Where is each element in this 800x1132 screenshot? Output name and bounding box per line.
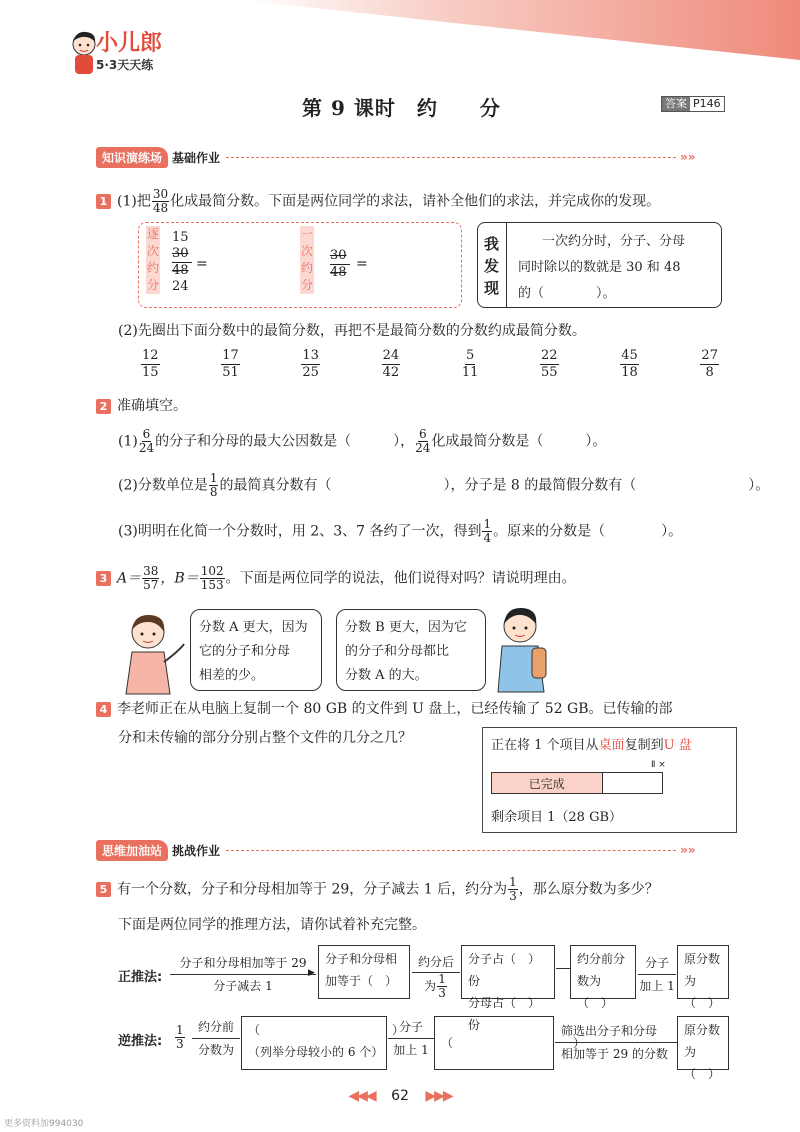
q2-title: 2 准确填空。 <box>96 395 187 415</box>
finding-label: 我 发 现 <box>484 235 500 297</box>
reverse-box-4: 原分数 为（ ） <box>677 1016 729 1070</box>
answer-ref <box>661 96 725 112</box>
section-challenge-tag: 思维加油站 <box>96 840 168 861</box>
forward-box-3: 约分前分 数为（ ） <box>570 945 636 999</box>
copy-status: 正在将 1 个项目从桌面复制到U 盘 <box>491 738 692 753</box>
reverse-label: 逆推法: <box>118 1034 163 1049</box>
copy-dialog <box>482 727 737 833</box>
method-a-equals: = <box>196 256 208 272</box>
section-challenge <box>96 840 696 860</box>
q1-prompt: 1 (1)把 $\frac{30}{48}$ 化成最简分数。下面是两位同学的求法，请补全他们的求法，并完成你的发现。 <box>96 188 660 215</box>
q5-instruction: 下面是两位同学的推理方法，请你试着补充完整。 <box>118 917 426 933</box>
q1-part2: (2)先圈出下面分数中的最简分数，再把不是最简分数的分数约成最简分数。 <box>118 323 586 339</box>
fraction-item: $\frac{22}{55}$ <box>541 348 558 380</box>
q4-number: 4 <box>96 702 111 717</box>
q5-number: 5 <box>96 882 111 897</box>
section-divider <box>226 850 676 851</box>
method-b-equals: = <box>356 256 368 272</box>
header-decoration <box>240 0 800 60</box>
finding-box <box>477 222 722 308</box>
fraction-item: $\frac{24}{42}$ <box>382 348 400 380</box>
progress-fill: 已完成 <box>492 773 603 793</box>
fraction: $\frac{30}{48}$ <box>152 187 169 215</box>
arrow-head-icon: ▶ <box>308 968 315 978</box>
forward-arrow-2: 约分后 为 $\frac{1}{3}$ <box>412 952 460 1000</box>
progress-bar <box>491 772 663 794</box>
q2-number: 2 <box>96 399 111 414</box>
forward-box-2: 分子占（ ）份 分母占（ ）份 <box>461 945 555 999</box>
fraction-item: $\frac{5}{11}$ <box>461 348 479 380</box>
forward-box-1: 分子和分母相 加等于（ ） <box>318 945 410 999</box>
q4-line1: 4 李老师正在从电脑上复制一个 80 GB 的文件到 U 盘上，已经传输了 52 GB。已传输的部 <box>96 698 673 718</box>
forward-box-4: 原分数 为（ ） <box>677 945 729 999</box>
double-chevron-icon: »» <box>680 150 696 164</box>
q2-part2: (2)分数单位是 $\frac{1}{8}$ 的最简真分数有（ ），分子是 8 的最简假分数有（ ）。 <box>118 471 770 499</box>
reverse-box-1: （ ） （列举分母较小的 6 个） <box>241 1016 387 1070</box>
method-b-work: 30 48 <box>330 248 350 281</box>
q1-number: 1 <box>96 194 111 209</box>
fraction-list <box>140 348 720 381</box>
remaining-items: 剩余项目 1（28 GB） <box>491 810 623 825</box>
q5-prompt: 5 有一个分数，分子和分母相加等于 29，分子减去 1 后，约分为 $\frac{1}{3}$ ，那么原分数为多少？ <box>96 876 659 903</box>
lesson-title: 第 9 课时 约 分 <box>302 96 501 120</box>
section-divider <box>226 157 676 158</box>
method-b-label: 一 次 约 分 <box>301 227 314 292</box>
boy-speech-bubble: 分数 B 更大，因为它 的分子和分母都比 分数 A 的大。 <box>336 609 486 691</box>
q4-line2: 分和未传输的部分分别占整个文件的几分之几？ <box>118 730 412 746</box>
left-arrows-icon: ◀◀◀ <box>348 1088 375 1104</box>
section-basic-sub: 基础作业 <box>172 150 221 165</box>
watermark: 更多资料加994030 <box>4 1119 84 1129</box>
double-chevron-icon: »» <box>680 843 696 857</box>
fraction-item: $\frac{45}{18}$ <box>621 348 638 380</box>
reverse-arrow-2: 分子 加上 1 <box>388 1016 434 1061</box>
q3-prompt: 3 A＝ $\frac{38}{57}$ ，B＝ $\frac{102}{153}$ 。下面是两位同学的说法，他们说得对吗？请说明理由。 <box>96 565 576 592</box>
q2-part1: (1) $\frac{6}{24}$ 的分子和分母的最大公因数是（ ）， $\frac{6}{24}$ 化成最简分数是（ ）。 <box>118 427 607 455</box>
forward-arrow-3: 分子 加上 1 <box>638 952 676 997</box>
fraction-item: $\frac{13}{25}$ <box>302 348 319 380</box>
answer-label: 答案 <box>662 97 690 111</box>
answer-page: P146 <box>693 97 721 110</box>
q3-number: 3 <box>96 571 111 586</box>
connector <box>556 968 570 969</box>
girl-speech-bubble: 分数 A 更大，因为 它的分子和分母 相差的少。 <box>190 609 322 691</box>
reverse-box-2: （ ） <box>434 1016 554 1070</box>
page-number: 62 <box>391 1088 409 1104</box>
q2-part3: (3)明明在化简一个分数时，用 2、3、7 各约了一次，得到 $\frac{1}{4}$ 。原来的分数是（ ）。 <box>118 517 683 545</box>
logo-title: 小儿郎 <box>96 31 163 56</box>
brand-logo <box>96 26 216 82</box>
page-footer <box>0 1088 800 1104</box>
method-a-work: 15 30 48 24 <box>172 230 192 295</box>
logo-subtitle: 5·3天天练 <box>96 58 154 72</box>
reverse-arrow-1: 约分前 分数为 <box>192 1016 240 1061</box>
section-basic-tag: 知识演练场 <box>96 147 168 168</box>
pause-close-controls[interactable]: Ⅱ × <box>651 760 666 770</box>
fraction-item: $\frac{27}{8}$ <box>701 348 718 380</box>
forward-arrow-1: 分子和分母相加等于 29 分子减去 1 <box>170 952 316 997</box>
fraction-item: $\frac{17}{51}$ <box>222 348 239 380</box>
method-a-label: 逐 次 约 分 <box>147 227 160 292</box>
reverse-arrow-3: 筛选出分子和分母 相加等于 29 的分数 <box>561 1016 677 1065</box>
fraction-item: $\frac{12}{15}$ <box>142 348 159 380</box>
finding-text: 一次约分时，分子、分母 同时除以的数就是 30 和 48 的（ ）。 <box>518 234 686 301</box>
boy-mascot-icon <box>64 30 100 76</box>
girl-illustration-icon <box>118 610 188 696</box>
boy-illustration-icon <box>492 604 552 694</box>
reverse-fraction: $\frac{1}{3}$ <box>176 1023 184 1051</box>
right-arrows-icon: ▶▶▶ <box>425 1088 452 1104</box>
section-basic <box>96 147 696 167</box>
section-challenge-sub: 挑战作业 <box>172 843 221 858</box>
forward-label: 正推法: <box>118 970 163 985</box>
